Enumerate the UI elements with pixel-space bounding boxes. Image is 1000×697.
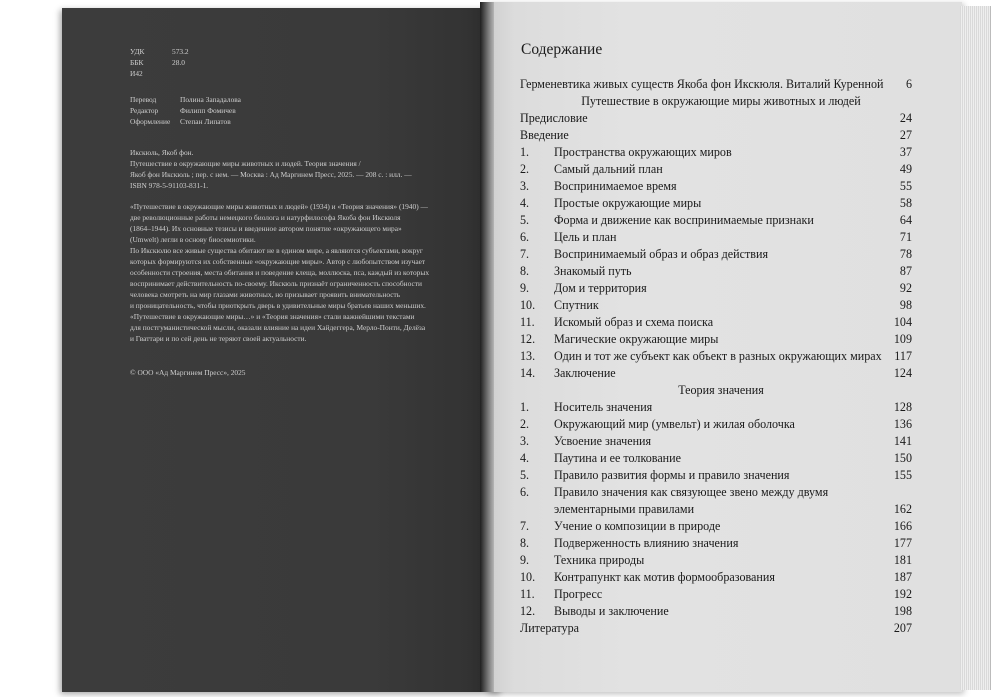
toc-section-heading: Теория значения [678,383,764,397]
toc-entry [520,535,912,552]
toc-entry-title: Один и тот же субъект как объект в разных окружающих мирах [554,349,882,363]
toc-entry [520,620,912,637]
toc-entry-title: Заключение [554,366,616,380]
toc-entry [520,178,912,195]
toc-entry [520,212,912,229]
toc-entry [520,127,912,144]
toc-entry-number: 7. [520,519,530,533]
toc-entry [520,263,912,280]
toc-entry-number: 12. [520,604,536,618]
toc-entry-title: Учение о композиции в природе [554,519,721,533]
credits-block [130,94,241,127]
catalog-block [130,46,189,79]
toc-entry-title: Выводы и заключение [554,604,669,618]
toc-entry-title: Введение [520,128,569,142]
toc-entry [520,586,912,603]
toc-entry-title: Паутина и ее толкование [554,451,681,465]
toc-entry-title-line: Правило значения как связующее звено между двумя [554,485,829,499]
toc-entry-page: 177 [893,536,912,550]
toc-entry-title: Спутник [554,298,599,312]
table-of-contents [520,76,912,637]
toc-entry-page: 181 [893,553,912,567]
toc-entry [520,416,912,433]
toc-entry-number: 9. [520,553,530,567]
toc-entry-number: 11. [520,315,535,329]
toc-entry [520,161,912,178]
toc-entry-number: 6. [520,485,530,499]
toc-section-heading: Путешествие в окружающие миры животных и людей [581,94,861,108]
toc-entry-title: Воспринимаемое время [554,179,677,193]
toc-entry-title: Пространства окружающих миров [554,145,732,159]
toc-entry [520,603,912,620]
toc-entry [520,144,912,161]
toc-entry [520,348,912,365]
toc-entry-number: 3. [520,179,530,193]
toc-entry-number: 5. [520,213,530,227]
toc-entry-title-line: элементарными правилами [554,502,695,516]
copyright-line: © ООО «Ад Маргинем Пресс», 2025 [130,368,246,377]
toc-entry [520,246,912,263]
toc-entry-page: 155 [893,468,912,482]
toc-entry-title: Искомый образ и схема поиска [554,315,714,329]
toc-entry [520,450,912,467]
toc-entry [520,484,912,518]
toc-entry-title [554,484,828,518]
toc-entry-number: 1. [520,145,530,159]
toc-entry-number: 10. [520,570,536,584]
toc-entry-title: Усвоение значения [554,434,652,448]
credit-row: Оформление Степан Липатов [130,117,231,126]
toc-entry-page: 109 [893,332,912,346]
toc-entry-number: 9. [520,281,530,295]
toc-entry-number: 1. [520,400,530,414]
toc-entry-number: 8. [520,264,530,278]
toc-entry-number: 8. [520,536,530,550]
toc-title: Содержание [521,41,603,58]
toc-entry-title: Знакомый путь [554,264,632,278]
toc-entry-page: 207 [893,621,912,635]
toc-entry-title: Воспринимаемый образ и образ действия [554,247,769,261]
toc-entry-page: 141 [893,434,912,448]
toc-entry-title: Окружающий мир (умвельт) и жилая оболочка [554,417,795,431]
toc-entry-page: 6 [905,77,912,91]
toc-entry-number: 12. [520,332,536,346]
toc-entry-page: 24 [899,111,912,125]
toc-entry [520,467,912,484]
toc-entry-page: 104 [893,315,912,329]
toc-entry-title: Носитель значения [554,400,653,414]
toc-entry-number: 3. [520,434,530,448]
toc-entry-title: Техника природы [554,553,645,567]
toc-entry-number: 13. [520,349,536,363]
toc-entry [520,569,912,586]
toc-entry-number: 10. [520,298,536,312]
left-page [62,8,502,692]
toc-entry-page: 49 [899,162,912,176]
toc-entry [520,365,912,382]
toc-entry-page: 192 [893,587,912,601]
toc-entry [520,552,912,569]
toc-entry [520,297,912,314]
toc-entry [520,331,912,348]
toc-entry-page: 166 [893,519,912,533]
toc-entry-number: 11. [520,587,535,601]
toc-entry [520,314,912,331]
toc-entry-page: 150 [893,451,912,465]
toc-entry-title: Простые окружающие миры [554,196,702,210]
toc-entry-page: 162 [893,502,912,516]
toc-entry-number: 4. [520,451,530,465]
toc-entry-title: Предисловие [520,111,588,125]
page-stack-edge [960,6,991,690]
catalog-row: ББК 28.0 [130,58,185,67]
toc-entry [520,433,912,450]
toc-entry-page: 87 [899,264,912,278]
toc-entry-title: Самый дальний план [554,162,663,176]
toc-entry [520,518,912,535]
toc-entry-title: Цель и план [554,230,617,244]
credit-row: Редактор Филипп Фомичев [130,106,236,115]
credit-row: Перевод Полина Западалова [130,95,241,104]
toc-entry-title: Литература [520,621,580,635]
toc-entry-page: 128 [893,400,912,414]
toc-entry-page: 58 [899,196,912,210]
toc-entry-page: 55 [899,179,912,193]
toc-entry-page: 198 [893,604,912,618]
toc-entry-title: Подверженность влиянию значения [554,536,739,550]
toc-entry [520,195,912,212]
bibliographic-record: Икскюль, Якоб фон. Путешествие в окружающие миры животных и людей. Теория значения / Якоб фон Икскюль ; пер. с нем. — Москва : Ад Маргинем Пресс, 2025. — 208 с. : илл. — ISBN 978-5-91103-831-1. [130,148,412,190]
toc-entry-number: 6. [520,230,530,244]
toc-entry-number: 2. [520,162,530,176]
toc-entry [520,110,912,127]
annotation: «Путешествие в окружающие миры животных и людей» (1934) и «Теория значения» (1940) — две революционные работы немецкого биолога и натурфилософа Якоба фон Икскюля (1864–1944). Их основные тезисы и введенное автором понятие «окружающего мира» (Umwelt) легли в основу биосемиотики. По Икскюлю все живые существа обитают не в едином мире, а являются субъектами, вокруг которых формируются их собственные «окружающие миры». Автор с любопытством изучает особенности строения, места обитания и поведение клеща, моллюска, пса, каждый из которых воспринимает действительность по-своему. Икскюль признаёт ограниченность способности человека смотреть на мир глазами животных, но призывает проявить внимательность и проницательность, чтобы приоткрыть дверь в удивительные миры братьев наших меньших. «Путешествие в окружающие миры…» и «Теория значения» стали важнейшими текстами для постгуманистической мысли, оказали влияние на идеи Хайдеггера, Мерло-Понти, Делёза и Гваттари и по сей день не теряют своей актуальности. [130,202,430,343]
toc-entry-number: 5. [520,468,530,482]
toc-entry-title: Контрапункт как мотив формообразования [554,570,775,584]
toc-entry-title: Правило развития формы и правило значения [554,468,790,482]
book-spine-gutter [480,2,494,692]
catalog-row: И42 [130,69,143,78]
toc-entry-page: 78 [899,247,912,261]
toc-entry-title: Герменевтика живых существ Якоба фон Икскюля. Виталий Куренной [520,77,884,91]
toc-entry-number: 2. [520,417,530,431]
toc-entry-title: Форма и движение как воспринимаемые признаки [554,213,814,227]
toc-entry [520,76,912,93]
toc-entry-page: 136 [893,417,912,431]
toc-entry-number: 14. [520,366,536,380]
toc-entry-number: 4. [520,196,530,210]
toc-entry-page: 27 [899,128,912,142]
toc-entry-number: 7. [520,247,530,261]
toc-entry [520,280,912,297]
toc-entry-title: Дом и территория [554,281,647,295]
toc-entry-page: 37 [899,145,912,159]
toc-entry-page: 117 [894,349,912,363]
toc-entry [520,399,912,416]
toc-entry-page: 124 [893,366,912,380]
toc-entry-page: 98 [899,298,912,312]
toc-entry-page: 71 [899,230,912,244]
catalog-row: УДК 573.2 [130,47,189,56]
toc-entry [520,229,912,246]
toc-entry-page: 187 [893,570,912,584]
toc-entry-title: Прогресс [554,587,603,601]
toc-entry-page: 64 [899,213,912,227]
toc-entry-page: 92 [899,281,912,295]
toc-entry-title: Магические окружающие миры [554,332,719,346]
